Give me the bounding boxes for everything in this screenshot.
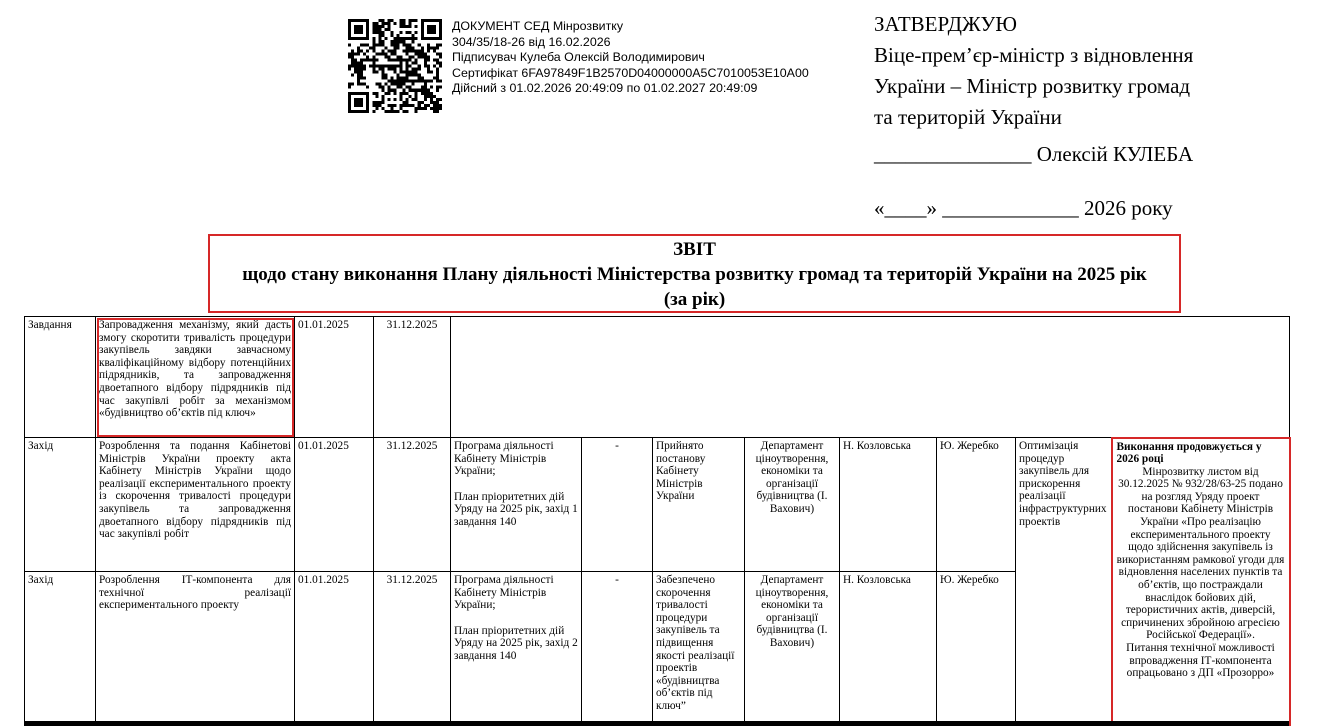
execution-status-note: Питання технічної можливості впровадження ІТ-компонента опрацьовано з ДП «Прозорро» [1126, 642, 1275, 680]
dash-cell: - [582, 438, 653, 572]
report-title: ЗВІТ [673, 239, 716, 260]
plan-text: План пріоритетних дій Уряду на 2025 рік, захід 1 завдання 140 [454, 490, 578, 528]
start-date: 01.01.2025 [295, 317, 374, 438]
plan-text: План пріоритетних дій Уряду на 2025 рік, захід 2 завдання 140 [454, 624, 578, 662]
electronic-signature-stamp [452, 19, 809, 97]
signature-line: _______________ Олексій КУЛЕБА [874, 142, 1194, 166]
row-type: Захід [25, 572, 96, 726]
responsible-person-2: Ю. Жеребко [937, 438, 1016, 572]
stamp-validity: Дійсний з 01.02.2026 20:49:09 по 01.02.2027 20:49:09 [452, 81, 758, 96]
end-date: 31.12.2025 [374, 317, 451, 438]
start-date: 01.01.2025 [295, 572, 374, 726]
program-basis [451, 572, 582, 726]
approval-block [874, 9, 1193, 133]
program-text: Програма діяльності Кабінету Міністрів України; [454, 574, 554, 612]
empty-cell [451, 317, 1290, 438]
goal-cell: Оптимізація процедур закупівель для прискорення реалізації інфраструктурних проектів [1016, 438, 1112, 726]
measure-description: Розроблення та подання Кабінетові Міністрів України проекту акта Кабінету Міністрів України щодо реалізації експериментального проекту із скорочення тривалості процедури закупівель та запровадження двоетапного відбору підрядників під час закупівлі робіт [96, 438, 295, 572]
table-row [25, 438, 1290, 572]
stamp-certificate: Сертифікат 6FA97849F1B2570D04000000A5C7010053E10A00 [452, 65, 809, 80]
execution-status-text: Мінрозвитку листом від 30.12.2025 № 932/28/63-25 подано на розгляд Уряду проект постанови Кабінету Міністрів України «Про реалізацію експериментального проекту щодо здійснення закупівель із використанням рамкової угоди для відновлення населених пунктів та об’єктів, що постраждали внаслідок бойових дій, терористичних актів, диверсій, спричинених збройною агресією Російської Федерації». [1116, 465, 1285, 642]
qr-code [348, 18, 442, 114]
responsible-person-1: Н. Козловська [840, 572, 937, 726]
report-table [24, 316, 1291, 726]
end-date: 31.12.2025 [374, 438, 451, 572]
program-text: Програма діяльності Кабінету Міністрів України; [454, 440, 554, 478]
row-type: Завдання [25, 317, 96, 438]
approval-position-line-3: та територій України [874, 105, 1062, 129]
stamp-reg-number: 304/35/18-26 від 16.02.2026 [452, 34, 611, 49]
stamp-doc-line: ДОКУМЕНТ СЕД Мінрозвитку [452, 19, 624, 33]
dash-cell: - [582, 572, 653, 726]
table-bottom-rule [24, 721, 1289, 726]
responsible-person-2: Ю. Жеребко [937, 572, 1016, 726]
execution-status-heading: Виконання продовжується у 2026 році [1116, 440, 1262, 466]
department: Департамент ціноутворення, економіки та організації будівництва (І. Вахович) [745, 572, 840, 726]
program-basis [451, 438, 582, 572]
table-row [25, 317, 1290, 438]
approval-position-line-1: Віце-прем’єр-міністр з відновлення [874, 43, 1194, 67]
measure-description: Розроблення ІТ-компонента для технічної реалізації експериментального проекту [96, 572, 295, 726]
execution-status-cell [1112, 438, 1290, 726]
approval-heading: ЗАТВЕРДЖУЮ [874, 12, 1017, 36]
approval-date-line: «____» _____________ 2026 року [874, 196, 1173, 220]
report-period: (за рік) [663, 289, 726, 310]
start-date: 01.01.2025 [295, 438, 374, 572]
end-date: 31.12.2025 [374, 572, 451, 726]
approval-position-line-2: України – Міністр розвитку громад [874, 74, 1191, 98]
report-subtitle: щодо стану виконання Плану діяльності Міністерства розвитку громад та територій України на 2025 рік [242, 264, 1147, 285]
stamp-signer: Підписувач Кулеба Олексій Володимирович [452, 50, 705, 65]
expected-result: Забезпечено скорочення тривалості процедури закупівель та підвищення якості реалізації проектів «будівництва об’єктів під ключ” [653, 572, 745, 726]
row-type: Захід [25, 438, 96, 572]
task-description: Запровадження механізму, який дасть змогу скоротити тривалість процедури закупівель завдяки завчасному кваліфікаційному відбору потенційних підрядників, та запровадження двоетапного відбору підрядників під час закупівлі робіт за механізмом «будівництво об’єктів під ключ» [96, 317, 295, 438]
department: Департамент ціноутворення, економіки та організації будівництва (І. Вахович) [745, 438, 840, 572]
responsible-person-1: Н. Козловська [840, 438, 937, 572]
report-title-box [208, 234, 1181, 313]
expected-result: Прийнято постанову Кабінету Міністрів України [653, 438, 745, 572]
